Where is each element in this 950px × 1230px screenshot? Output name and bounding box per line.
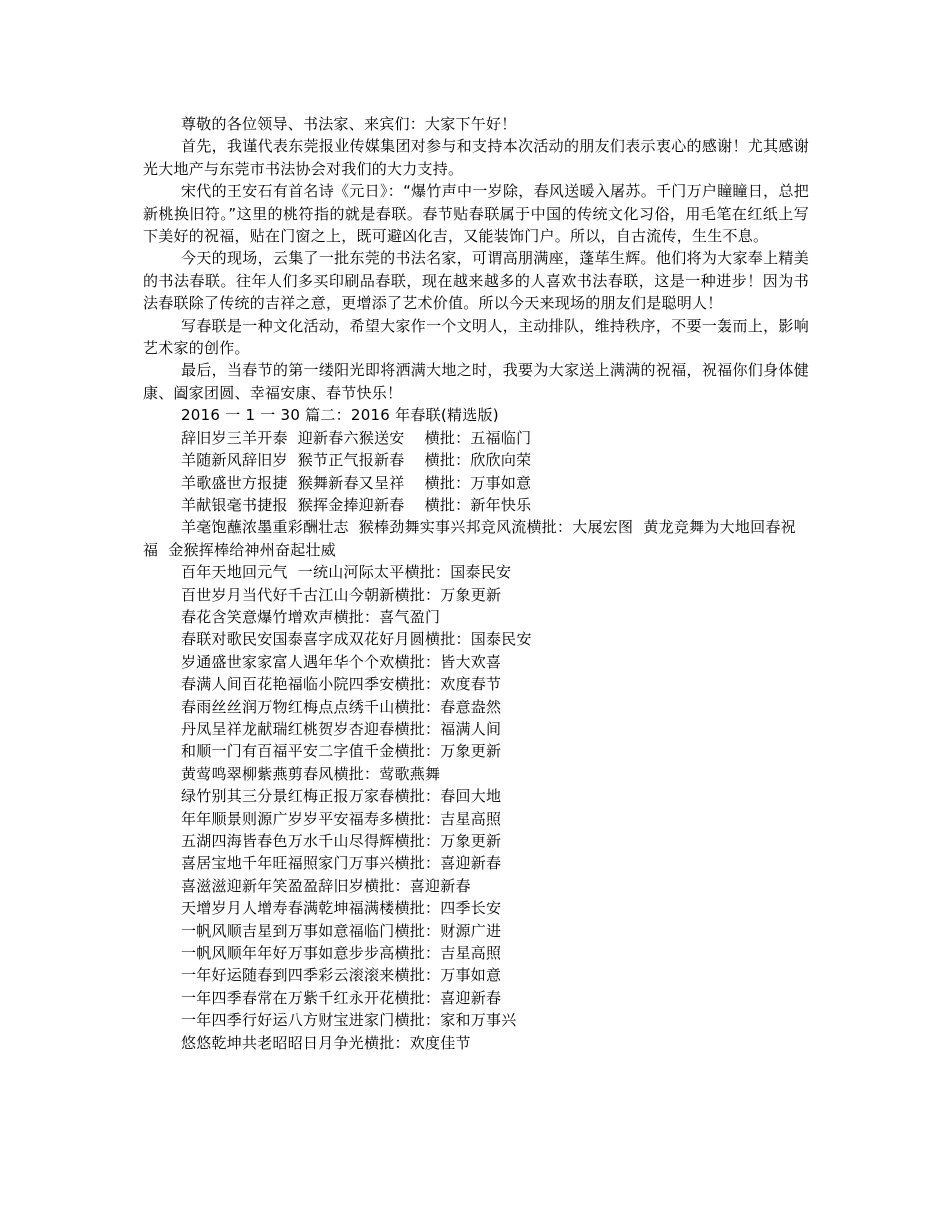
couplet-line: 羊随新风辞旧岁 猴节正气报新春 横批：欣欣向荣 (181, 451, 532, 470)
blessing-paragraph: 最后，当春节的第一缕阳光即将洒满大地之时，我要为大家送上满满的祝福，祝福你们身体健康、阖家团圆、幸福安康、春节快乐！ (143, 361, 809, 402)
document-body (143, 113, 809, 1054)
couplet-line: 一年四季春常在万紫千红永开花横批：喜迎新春 (181, 988, 502, 1007)
couplet-line: 春满人间百花艳福临小院四季安横批：欢度春节 (181, 675, 502, 694)
couplet-line: 一帆风顺年年好万事如意步步高横批：吉星高照 (181, 944, 502, 963)
poem-paragraph: 宋代的王安石有首名诗《元日》：“爆竹声中一岁除，春风送暖入屠苏。千门万户瞳瞳日，总把新桃换旧符。”这里的桃符指的就是春联。春节贴春联属于中国的传统文化习俗，用毛笔在红纸上写下美好的祝福，贴在门窗之上，既可避凶化吉，又能装饰门户。所以，自古流传，生生不息。 (143, 182, 809, 246)
couplet-line: 喜居宝地千年旺福照家门万事兴横批：喜迎新春 (181, 854, 502, 873)
couplet-line: 春雨丝丝润万物红梅点点绣千山横批：春意盎然 (181, 697, 502, 716)
couplet-line: 春花含笑意爆竹增欢声横批：喜气盈门 (181, 607, 441, 626)
order-paragraph: 写春联是一种文化活动，希望大家作一个文明人，主动排队，维持秩序，不要一轰而上，影响艺术家的创作。 (143, 316, 809, 358)
couplet-line: 喜滋滋迎新年笑盈盈辞旧岁横批：喜迎新春 (181, 876, 471, 895)
couplet-line: 和顺一门有百福平安二字值千金横批：万象更新 (181, 742, 502, 761)
couplet-line: 百年天地回元气 一统山河际太平横批：国泰民安 (181, 563, 512, 582)
couplet-line: 天增岁月人增寿春满乾坤福满楼横批：四季长安 (181, 899, 502, 918)
couplet-line: 丹凤呈祥龙献瑞红桃贺岁杏迎春横批：福满人间 (181, 719, 502, 738)
section-heading: 2016 一 1 一 30 篇二：2016 年春联(精选版) (181, 406, 499, 425)
calligraphers-paragraph: 今天的现场，云集了一批东莞的书法名家，可谓高朋满座，蓬荜生辉。他们将为大家奉上精美的书法春联。往年人们多买印刷品春联，现在越来越多的人喜欢书法春联，这是一种进步！因为书法春联除了传统的吉祥之意，更增添了艺术价值。所以今天来现场的朋友们是聪明人！ (143, 249, 809, 313)
couplet-line: 一年好运随春到四季彩云滚滚来横批：万事如意 (181, 966, 502, 985)
couplet-line: 羊献银毫书捷报 猴挥金捧迎新春 横批：新年快乐 (181, 495, 532, 514)
couplet-line: 黄莺鸣翠柳紫燕剪春风横批：莺歌燕舞 (181, 764, 441, 783)
couplet-line: 一帆风顺吉星到万事如意福临门横批：财源广进 (181, 921, 502, 940)
couplet-line: 春联对歌民安国泰喜字成双花好月圆横批：国泰民安 (181, 630, 532, 649)
couplet-line: 百世岁月当代好千古江山今朝新横批：万象更新 (181, 585, 502, 604)
thanks-paragraph: 首先，我谨代表东莞报业传媒集团对参与和支持本次活动的朋友们表示衷心的感谢！尤其感谢光大地产与东莞市书法协会对我们的大力支持。 (143, 137, 809, 178)
couplet-line: 岁通盛世家家富人遇年华个个欢横批：皆大欢喜 (181, 652, 502, 671)
greeting-paragraph: 尊敬的各位领导、书法家、来宾们：大家下午好！ (181, 115, 517, 133)
couplet-line: 一年四季行好运八方财宝进家门横批：家和万事兴 (181, 1011, 517, 1030)
couplet-line: 悠悠乾坤共老昭昭日月争光横批：欢度佳节 (181, 1033, 471, 1052)
couplet-line: 年年顺景则源广岁岁平安福寿多横批：吉星高照 (181, 809, 502, 828)
couplet-line: 五湖四海皆春色万水千山尽得辉横批：万象更新 (181, 832, 502, 850)
couplet-line: 羊歌盛世方报捷 猴舞新春又呈祥 横批：万事如意 (181, 473, 532, 492)
couplet-long-line: 羊毫饱蘸浓墨重彩酬壮志 猴棒劲舞实事兴邦竞风流横批：大展宏图 黄龙竞舞为大地回春祝福 金猴挥棒给神州奋起壮威 (143, 518, 796, 559)
couplet-line: 绿竹别其三分景红梅正报万家春横批：春回大地 (181, 787, 502, 806)
couplet-line: 辞旧岁三羊开泰 迎新春六猴送安 横批：五福临门 (181, 428, 532, 447)
